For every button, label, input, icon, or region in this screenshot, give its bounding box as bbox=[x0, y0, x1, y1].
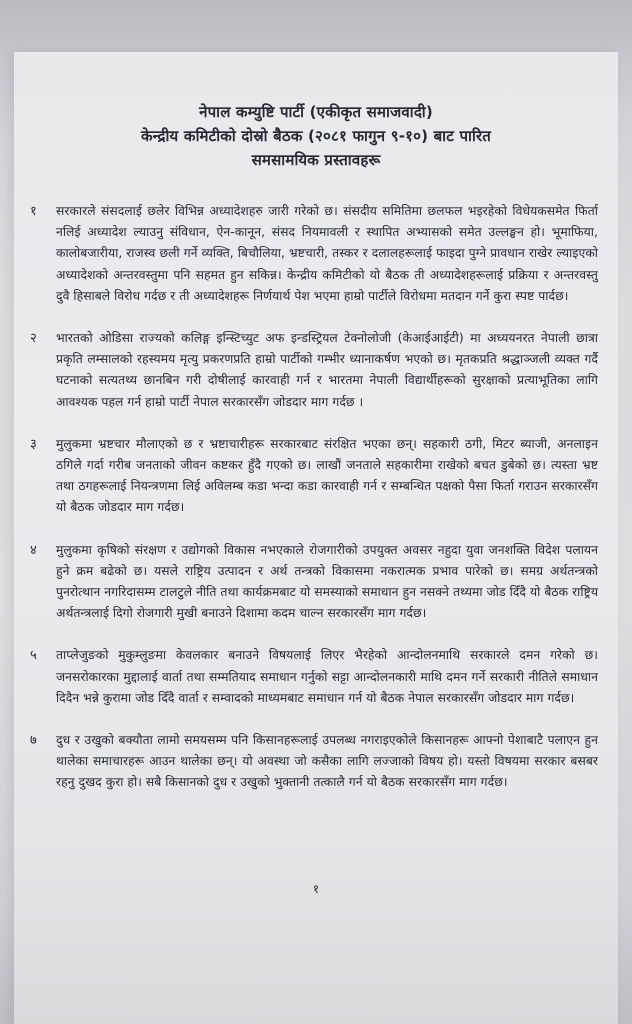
resolution-item-4 bbox=[30, 540, 598, 625]
page-number: १ bbox=[312, 882, 320, 896]
resolution-item-3 bbox=[30, 434, 598, 519]
resolution-text: दुध र उखुको बक्यौता लामो समयसम्म पनि किसानहरूलाई उपलब्ध नगराइएकोले किसानहरू आफ्नो पेशाबाटै पलाएन हुन थालेका समाचारहरू आउन थालेका छन्। यो अवस्था जो कसैका लागि लज्जाको विषय हो। यस्तो विषयमा सरकार बसबर रहनु दुखद कुरा हो। सबै किसानको दुध र उखुको भुक्तानी तत्कालै गर्न यो बैठक सरकारसँग माग गर्दछ। bbox=[56, 733, 598, 790]
resolution-number: २ bbox=[30, 331, 37, 347]
resolution-item-1 bbox=[30, 201, 598, 307]
party-name-heading: नेपाल कम्युष्टि पार्टी (एकीकृत समाजवादी) bbox=[199, 103, 433, 121]
resolution-number: ७ bbox=[30, 733, 37, 749]
resolution-list bbox=[30, 201, 598, 815]
resolution-number: ५ bbox=[30, 648, 37, 664]
resolution-text: ताप्लेजुङको मुकुम्लुङमा केवलकार बनाउने विषयलाई लिएर भैरहेको आन्दोलनमाथि सरकारले दमन गरेको छ। जनसरोकारका मुद्दालाई वार्ता तथा सम्मतियाद समाधान गर्नुको सट्टा आन्दोलनकारी माथि दमन गर्ने सरकारी नीतिले समाधान दिदैन भन्ने कुरामा जोड दिँदै वार्ता र सम्वादको माध्यमबाट समाधान गर्न यो बैठक नेपाल सरकारसँग जोडदार माग गर्दछ। bbox=[56, 648, 598, 705]
resolution-text: मुलुकमा भ्रष्टचार मौलाएको छ र भ्रष्टाचारीहरू सरकारबाट संरक्षित भएका छन्। सहकारी ठगी, मिटर ब्याजी, अनलाइन ठगिले गर्दा गरीब जनताको जीवन कष्टकर हुँदै गएको छ। लाखौं जनताले सहकारीमा राखेको बचत डुबेको छ। त्यस्ता भ्रष्ट तथा ठगहरूलाई नियन्त्रणमा लिई अविलम्ब कडा भन्दा कडा कारवाही गर्न र सम्बन्धित पक्षको पैसा फिर्ता गराउन सरकारसँग यो बैठक जोडदार माग गर्दछ। bbox=[56, 436, 598, 515]
resolution-text: सरकारले संसदलाई छलेर विभिन्न अध्यादेशहरु जारी गरेको छ। संसदीय समितिमा छलफल भइरहेको विधेयकसमेत फिर्ता नलिई अध्यादेश ल्याउनु संविधान, ऐन-कानून, संसद नियमावली र स्थापित अभ्यासको समेत उल्लङ्घन हो। भूमाफिया, कालोबजारीया, राजस्व छली गर्ने व्यक्ति, बिचौलिया, भ्रष्टचारी, तस्कर र दलालहरूलाई फाइदा पुग्ने प्रावधान राखेर ल्याइएको अध्यादेशको अन्तरवस्तुमा पनि सहमत हुन सकिन्न। केन्द्रीय कमिटीको यो बैठक ती अध्यादेशहरूलाई प्रक्रिया र अन्तरवस्तु दुवै हिसाबले विरोध गर्दछ र ती अध्यादेशहरू निर्णयार्थ पेश भएमा हाम्रो पार्टीले विरोधमा मतदान गर्ने कुरा स्पष्ट पार्दछ। bbox=[56, 204, 598, 303]
resolutions-heading: समसामयिक प्रस्तावहरू bbox=[251, 151, 381, 169]
resolution-item-2 bbox=[30, 328, 598, 413]
document-header bbox=[0, 100, 632, 172]
resolution-number: १ bbox=[30, 204, 37, 219]
resolution-number: ४ bbox=[30, 542, 37, 558]
resolution-number: ३ bbox=[30, 436, 37, 452]
meeting-heading: केन्द्रीय कमिटीको दोस्रो बैठक (२०८१ फागुन ९-१०) बाट पारित bbox=[140, 127, 492, 145]
resolution-text: मुलुकमा कृषिको संरक्षण र उद्योगको विकास नभएकाले रोजगारीको उपयुक्त अवसर नहुदा युवा जनशक्ति विदेश पलायन हुने क्रम बढेको छ। यसले राष्ट्रिय उत्पादन र अर्थ तन्त्रको विकासमा नकरात्मक प्रभाव पारेको छ। समग्र अर्थतन्त्रको पुनरोत्थान नगरिदासम्म टालटुले नीति तथा कार्यक्रमबाट यो समस्याको समाधान हुन नसक्ने तथ्यमा जोड दिँदै यो बैठक राष्ट्रिय अर्थतन्त्रलाई दिगो रोजगारी मुखी बनाउने दिशामा कदम चाल्न सरकारसँग माग गर्दछ। bbox=[56, 542, 598, 621]
resolution-item-7 bbox=[30, 730, 598, 794]
resolution-text: भारतको ओडिसा राज्यको कलिङ्ग इन्स्टिच्युट अफ इन्डस्ट्रियल टेक्नोलोजी (केआईआईटी) मा अध्ययनरत नेपाली छात्रा प्रकृति लम्सालको रहस्यमय मृत्यु प्रकरणप्रति हाम्रो पार्टीको गम्भीर ध्यानाकर्षण भएको छ। मृतकप्रति श्रद्धाञ्जली व्यक्त गर्दै घटनाको सत्यतथ्य छानबिन गरी दोषीलाई कारवाही गर्न र भारतमा नेपाली विद्यार्थीहरूको सुरक्षाको प्रत्याभूतिका लागि आवश्यक पहल गर्न हाम्रो पार्टी नेपाल सरकारसँग जोडदार माग गर्दछ । bbox=[56, 331, 598, 409]
resolution-item-5 bbox=[30, 645, 598, 709]
